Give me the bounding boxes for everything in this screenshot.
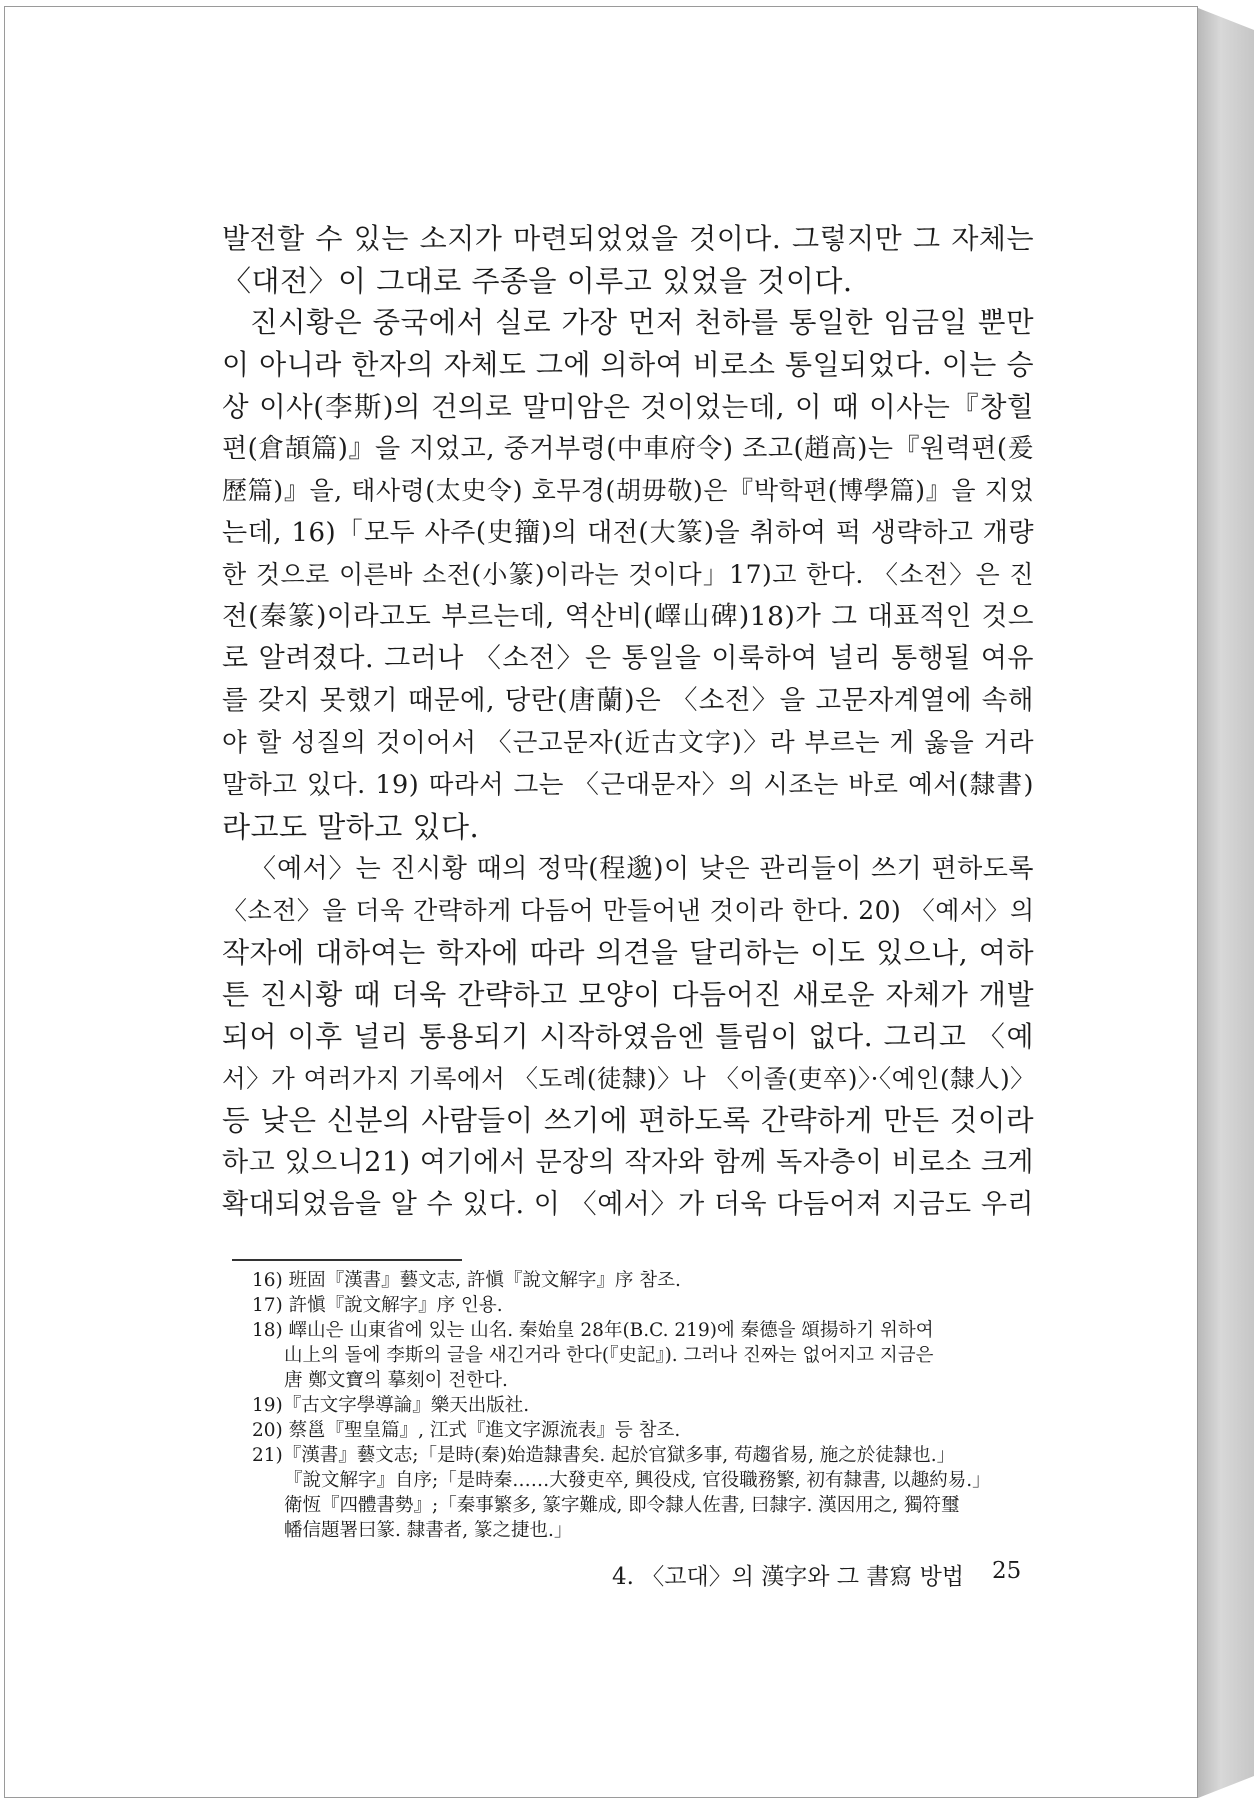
text-line: 말하고 있다. 19) 따라서 그는 〈근대문자〉의 시조는 바로 예서(隸書)	[222, 770, 1034, 800]
text-line: 한 것으로 이른바 소전(小篆)이라는 것이다」17)고 한다. 〈소전〉은 진	[222, 560, 1034, 589]
text-line: 편(倉頡篇)』을 지었고, 중거부령(中車府令) 조고(趙高)는『원력편(爰	[222, 434, 1034, 464]
text-line: 발전할 수 있는 소지가 마련되었었을 것이다. 그렇지만 그 자체는	[222, 222, 1034, 255]
text-line: 이 아니라 한자의 자체도 그에 의하여 비로소 통일되었다. 이는 승	[222, 348, 1034, 381]
text-line: 〈예서〉는 진시황 때의 정막(程邈)이 낮은 관리들이 쓰기 편하도록	[250, 854, 1034, 884]
footnote-continuation: 『說文解字』自序;「是時秦……大發吏卒, 興役戍, 官役職務繁, 初有隸書, 以趣約易.」	[284, 1470, 991, 1491]
footnote: 17) 許愼『說文解字』序 인용.	[252, 1295, 503, 1316]
text-line: 歷篇)』을, 태사령(太史令) 호무경(胡毋敬)은『박학편(博學篇)』을 지었	[222, 476, 1034, 505]
text-line: 〈소전〉을 더욱 간략하게 다듬어 만들어낸 것이라 한다. 20) 〈예서〉의	[222, 896, 1035, 925]
text-line: 상 이사(李斯)의 건의로 말미암은 것이었는데, 이 때 이사는『창힐	[222, 391, 1034, 423]
footnote: 16) 班固『漢書』藝文志, 許愼『說文解字』序 참조.	[252, 1270, 681, 1291]
main-text	[222, 218, 1034, 1226]
text-line: 등 낮은 신분의 사람들이 쓰기에 편하도록 간략하게 만든 것이라	[222, 1104, 1034, 1137]
footnote-continuation: 衛恆『四體書勢』;「秦事繁多, 篆字難成, 即令隸人佐書, 曰隸字. 漢因用之, 獨符璽	[284, 1495, 960, 1516]
footnote: 18) 嶧山은 山東省에 있는 山名. 秦始皇 28年(B.C. 219)에 秦德을 頌揚하기 위하여	[252, 1320, 934, 1341]
text-line: 전(秦篆)이라고도 부르는데, 역산비(嶧山碑)18)가 그 대표적인 것으	[222, 601, 1034, 632]
text-line: 를 갖지 못했기 때문에, 당란(唐蘭)은 〈소전〉을 고문자계열에 속해	[222, 685, 1034, 716]
text-line: 로 알려졌다. 그러나 〈소전〉은 통일을 이룩하여 널리 통행될 여유	[222, 643, 1034, 674]
text-line: 되어 이후 널리 통용되기 시작하였음엔 틀림이 없다. 그리고 〈예	[222, 1020, 1034, 1053]
text-line: 튼 진시황 때 더욱 간략하고 모양이 다듬어진 새로운 자체가 개발	[222, 978, 1034, 1011]
footnote-continuation: 唐 鄭文寶의 摹刻이 전한다.	[284, 1370, 508, 1391]
text-line: 라고도 말하고 있다.	[222, 810, 480, 844]
text-line: 하고 있으니21) 여기에서 문장의 작자와 함께 독자층이 비로소 크게	[222, 1147, 1034, 1178]
footnote-divider	[232, 1259, 462, 1261]
footnote-continuation: 山上의 돌에 李斯의 글을 새긴거라 한다(『史記』). 그러나 진짜는 없어지고 지금은	[284, 1345, 934, 1366]
page-number: 25	[992, 1558, 1022, 1584]
footnote-continuation: 幡信題署曰篆. 隸書者, 篆之捷也.」	[284, 1520, 573, 1541]
text-line: 서〉가 여러가지 기록에서 〈도례(徒隸)〉나 〈이졸(吏卒)〉·〈예인(隸人)〉	[222, 1064, 1036, 1093]
footnotes	[252, 1268, 1042, 1543]
book-edge	[1198, 8, 1254, 1798]
running-footer: 4. 〈고대〉의 漢字와 그 書寫 방법	[612, 1564, 965, 1590]
text-line: 확대되었음을 알 수 있다. 이 〈예서〉가 더욱 다듬어져 지금도 우리	[222, 1189, 1034, 1220]
footnote: 19)『古文字學導論』樂天出版社.	[252, 1395, 530, 1416]
footnote: 20) 蔡邕『聖皇篇』, 江式『進文字源流表』등 참조.	[252, 1420, 681, 1441]
text-line: 는데, 16)「모두 사주(史籒)의 대전(大篆)을 취하여 퍽 생략하고 개량	[222, 518, 1034, 548]
text-line: 야 할 성질의 것이어서 〈근고문자(近古文字)〉라 부르는 게 옳을 거라	[222, 728, 1034, 758]
text-line: 진시황은 중국에서 실로 가장 먼저 천하를 통일한 임금일 뿐만	[250, 306, 1034, 339]
text-line: 〈대전〉이 그대로 주종을 이루고 있었을 것이다.	[222, 264, 853, 298]
text-line: 작자에 대하여는 학자에 따라 의견을 달리하는 이도 있으나, 여하	[222, 936, 1034, 969]
footnote: 21)『漢書』藝文志;「是時(秦)始造隸書矣. 起於官獄多事, 苟趨省易, 施之於徒隸也.」	[252, 1445, 956, 1466]
